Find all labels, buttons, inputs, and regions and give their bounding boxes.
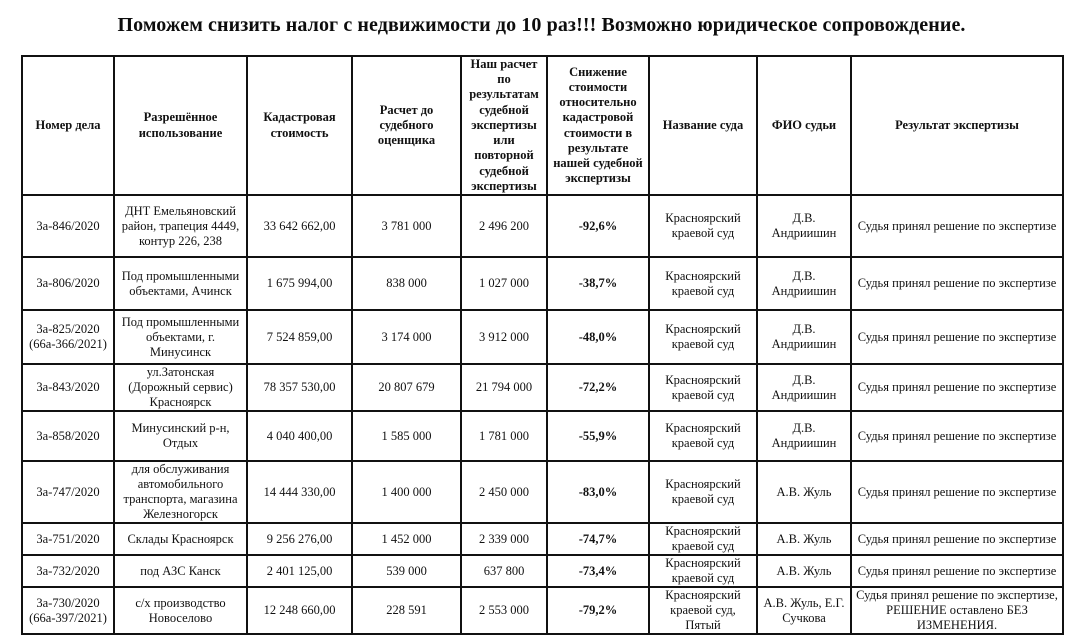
cell-judge-name: А.В. Жуль (757, 461, 851, 523)
cell-case-number: 3а-858/2020 (22, 411, 114, 461)
table-row (22, 310, 1063, 364)
cell-expertise-result: Судья принял решение по экспертизе (851, 523, 1063, 555)
cell-case-number: 3а-806/2020 (22, 257, 114, 310)
header-our-calc: Наш расчет по результатам судебной экспертизы или повторной судебной экспертизы (461, 56, 547, 195)
cell-cadastral-value: 7 524 859,00 (247, 310, 352, 364)
cell-our-calc: 2 496 200 (461, 195, 547, 257)
cell-permitted-use: Под промышленными объектами, г. Минусинск (114, 310, 247, 364)
cell-case-number: 3а-747/2020 (22, 461, 114, 523)
table-row (22, 195, 1063, 257)
cell-our-calc: 2 553 000 (461, 587, 547, 634)
cell-court-name: Красноярский краевой суд (649, 364, 757, 411)
header-expertise-result: Результат экспертизы (851, 56, 1063, 195)
cell-our-calc: 3 912 000 (461, 310, 547, 364)
cell-appraiser-calc: 3 781 000 (352, 195, 461, 257)
cell-reduction: -74,7% (547, 523, 649, 555)
cell-our-calc: 2 450 000 (461, 461, 547, 523)
cell-our-calc: 21 794 000 (461, 364, 547, 411)
cell-permitted-use: под АЗС Канск (114, 555, 247, 587)
cell-judge-name: Д.В. Андриишин (757, 257, 851, 310)
table-row (22, 555, 1063, 587)
cell-court-name: Красноярский краевой суд (649, 555, 757, 587)
cell-our-calc: 1 027 000 (461, 257, 547, 310)
cell-cadastral-value: 2 401 125,00 (247, 555, 352, 587)
cell-judge-name: Д.В. Андриишин (757, 195, 851, 257)
header-court-name: Название суда (649, 56, 757, 195)
cell-appraiser-calc: 20 807 679 (352, 364, 461, 411)
cell-permitted-use: для обслуживания автомобильного транспорта, магазина Железногорск (114, 461, 247, 523)
cell-reduction: -38,7% (547, 257, 649, 310)
page-title: Поможем снизить налог с недвижимости до 10 раз!!! Возможно юридическое сопровождение. (117, 14, 966, 36)
cell-court-name: Красноярский краевой суд, Пятый (649, 587, 757, 634)
cell-expertise-result: Судья принял решение по экспертизе (851, 257, 1063, 310)
table-row (22, 364, 1063, 411)
cell-judge-name: А.В. Жуль (757, 523, 851, 555)
table-row (22, 461, 1063, 523)
cell-judge-name: А.В. Жуль (757, 555, 851, 587)
cell-expertise-result: Судья принял решение по экспертизе (851, 195, 1063, 257)
cell-court-name: Красноярский краевой суд (649, 523, 757, 555)
cell-appraiser-calc: 838 000 (352, 257, 461, 310)
cell-permitted-use: ул.Затонская (Дорожный сервис) Красноярск (114, 364, 247, 411)
cell-expertise-result: Судья принял решение по экспертизе (851, 555, 1063, 587)
cell-expertise-result: Судья принял решение по экспертизе (851, 310, 1063, 364)
cell-court-name: Красноярский краевой суд (649, 195, 757, 257)
court-cases-table (21, 55, 1064, 635)
cell-appraiser-calc: 228 591 (352, 587, 461, 634)
cell-case-number: 3а-730/2020 (66а-397/2021) (22, 587, 114, 634)
cell-permitted-use: Минусинский р-н, Отдых (114, 411, 247, 461)
cell-appraiser-calc: 1 585 000 (352, 411, 461, 461)
cell-reduction: -48,0% (547, 310, 649, 364)
cell-court-name: Красноярский краевой суд (649, 411, 757, 461)
cell-permitted-use: Под промышленными объектами, Ачинск (114, 257, 247, 310)
cell-judge-name: А.В. Жуль, Е.Г. Сучкова (757, 587, 851, 634)
cell-our-calc: 1 781 000 (461, 411, 547, 461)
cell-case-number: 3а-732/2020 (22, 555, 114, 587)
header-reduction: Снижение стоимости относительно кадастровой стоимости в результате нашей судебной экспертизы (547, 56, 649, 195)
cell-appraiser-calc: 1 452 000 (352, 523, 461, 555)
header-judge-name: ФИО судьи (757, 56, 851, 195)
cell-cadastral-value: 12 248 660,00 (247, 587, 352, 634)
cell-reduction: -73,4% (547, 555, 649, 587)
cell-cadastral-value: 14 444 330,00 (247, 461, 352, 523)
table-row (22, 587, 1063, 634)
cell-permitted-use: ДНТ Емельяновский район, трапеция 4449, контур 226, 238 (114, 195, 247, 257)
cell-cadastral-value: 78 357 530,00 (247, 364, 352, 411)
table-row (22, 411, 1063, 461)
cell-expertise-result: Судья принял решение по экспертизе (851, 461, 1063, 523)
cell-reduction: -83,0% (547, 461, 649, 523)
cell-permitted-use: с/х производство Новоселово (114, 587, 247, 634)
cell-our-calc: 637 800 (461, 555, 547, 587)
cell-case-number: 3а-846/2020 (22, 195, 114, 257)
cell-cadastral-value: 33 642 662,00 (247, 195, 352, 257)
header-cadastral-value: Кадастровая стоимость (247, 56, 352, 195)
cell-case-number: 3а-751/2020 (22, 523, 114, 555)
cell-reduction: -79,2% (547, 587, 649, 634)
cell-expertise-result: Судья принял решение по экспертизе (851, 364, 1063, 411)
cell-cadastral-value: 9 256 276,00 (247, 523, 352, 555)
table-header-row (22, 56, 1063, 195)
cell-cadastral-value: 1 675 994,00 (247, 257, 352, 310)
cell-cadastral-value: 4 040 400,00 (247, 411, 352, 461)
cell-appraiser-calc: 539 000 (352, 555, 461, 587)
cell-court-name: Красноярский краевой суд (649, 257, 757, 310)
header-appraiser-calc: Расчет до судебного оценщика (352, 56, 461, 195)
cell-court-name: Красноярский краевой суд (649, 310, 757, 364)
table-row (22, 523, 1063, 555)
cell-appraiser-calc: 1 400 000 (352, 461, 461, 523)
cell-court-name: Красноярский краевой суд (649, 461, 757, 523)
cell-judge-name: Д.В. Андриишин (757, 411, 851, 461)
cell-appraiser-calc: 3 174 000 (352, 310, 461, 364)
cell-reduction: -55,9% (547, 411, 649, 461)
cell-judge-name: Д.В. Андриишин (757, 310, 851, 364)
cell-reduction: -92,6% (547, 195, 649, 257)
table-row (22, 257, 1063, 310)
cell-judge-name: Д.В. Андриишин (757, 364, 851, 411)
cell-reduction: -72,2% (547, 364, 649, 411)
cell-our-calc: 2 339 000 (461, 523, 547, 555)
cell-case-number: 3а-843/2020 (22, 364, 114, 411)
cell-expertise-result: Судья принял решение по экспертизе (851, 411, 1063, 461)
header-permitted-use: Разрешённое использование (114, 56, 247, 195)
cell-case-number: 3а-825/2020 (66а-366/2021) (22, 310, 114, 364)
cell-permitted-use: Склады Красноярск (114, 523, 247, 555)
header-case-number: Номер дела (22, 56, 114, 195)
cell-expertise-result: Судья принял решение по экспертизе, РЕШЕНИЕ оставлено БЕЗ ИЗМЕНЕНИЯ. (851, 587, 1063, 634)
